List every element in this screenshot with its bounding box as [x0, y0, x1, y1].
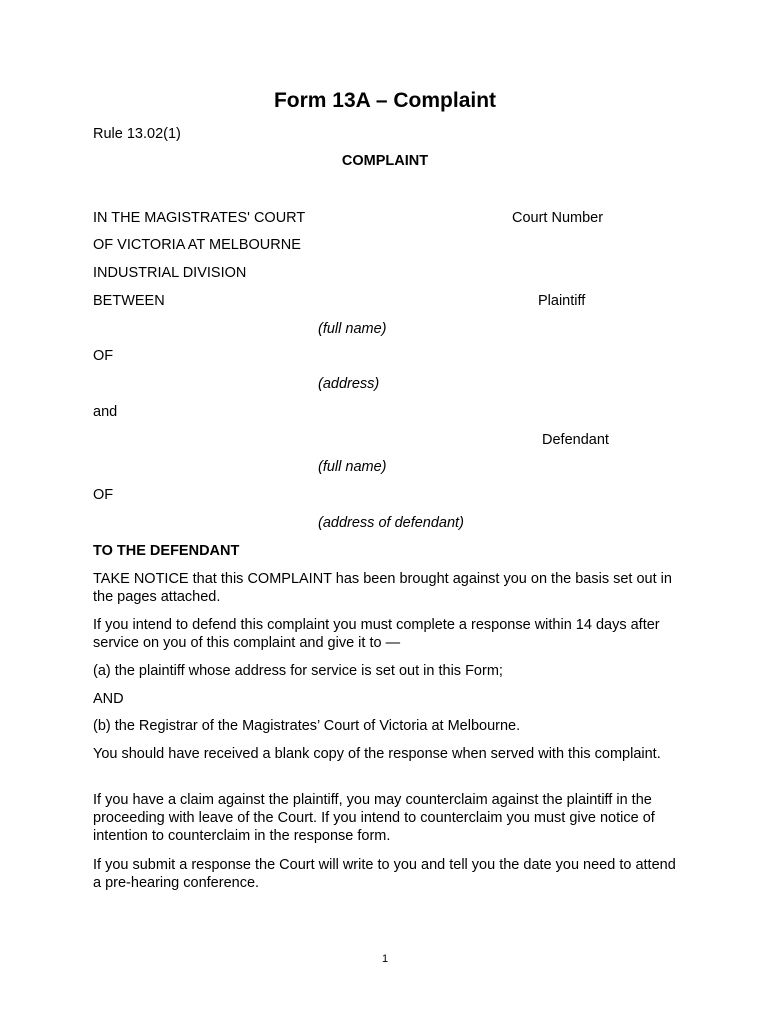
defendant-address-placeholder: (address of defendant): [318, 515, 464, 531]
plaintiff-address-placeholder: (address): [318, 376, 380, 392]
page-number: 1: [381, 953, 389, 965]
defendant-label: Defendant: [542, 432, 609, 448]
court-name-line-1: IN THE MAGISTRATES' COURT: [93, 210, 306, 226]
of-label-defendant: OF: [93, 487, 114, 503]
defendant-full-name-placeholder: (full name): [318, 459, 387, 475]
court-division: INDUSTRIAL DIVISION: [93, 265, 247, 281]
response-paragraph: If you submit a response the Court will write to you and tell you the date you need to attend a pre-hearing conference.: [93, 857, 676, 891]
and-paragraph: AND: [93, 691, 124, 707]
page-title: Form 13A – Complaint: [273, 89, 497, 112]
form-heading: COMPLAINT: [341, 153, 429, 169]
to-defendant-heading: TO THE DEFENDANT: [93, 543, 240, 559]
rule-reference: Rule 13.02(1): [93, 126, 181, 142]
item-b-paragraph: (b) the Registrar of the Magistrates’ Court of Victoria at Melbourne.: [93, 718, 521, 734]
counterclaim-paragraph: If you have a claim against the plaintiff, you may counterclaim against the plaintiff in the proceeding with leave of the Court. If you intend to counterclaim you must give notice of intention to counterclaim in the response form.: [93, 792, 655, 844]
blank-copy-paragraph: You should have received a blank copy of the response when served with this complaint.: [93, 746, 661, 762]
take-notice-paragraph: TAKE NOTICE that this COMPLAINT has been brought against you on the basis set out in the pages attached.: [93, 571, 672, 605]
and-label: and: [93, 404, 118, 420]
defend-paragraph: If you intend to defend this complaint you must complete a response within 14 days after service on you of this complaint and give it to —: [93, 617, 660, 651]
of-label-plaintiff: OF: [93, 348, 114, 364]
between-label: BETWEEN: [93, 293, 165, 309]
court-name-line-2: OF VICTORIA AT MELBOURNE: [93, 237, 301, 253]
item-a-paragraph: (a) the plaintiff whose address for service is set out in this Form;: [93, 663, 503, 679]
plaintiff-full-name-placeholder: (full name): [318, 321, 387, 337]
court-number-label: Court Number: [512, 210, 604, 226]
plaintiff-label: Plaintiff: [538, 293, 586, 309]
